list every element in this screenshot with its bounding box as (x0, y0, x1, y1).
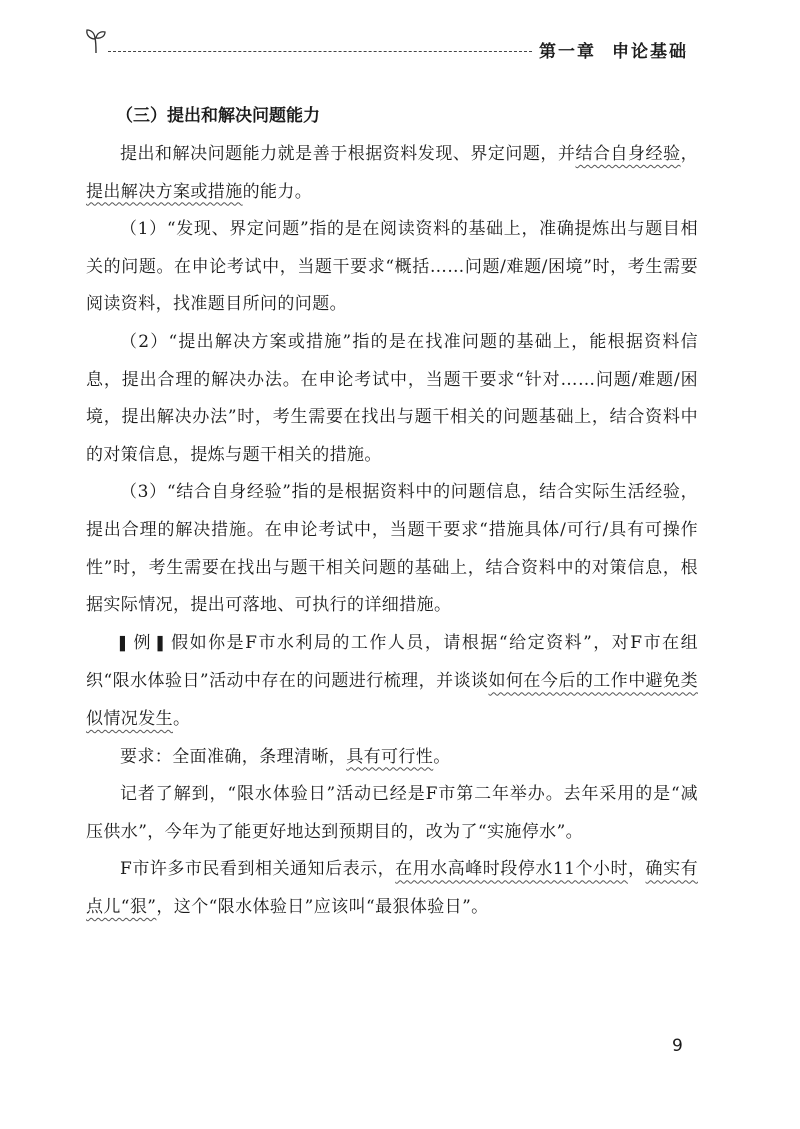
emphasis-text: 提出解决方案或措施 (86, 181, 243, 202)
page-body (86, 96, 698, 926)
text-span: 假如你是F市水利局的工作人员，请根据“给定资料”，对F市在组织“限水体验日”活动中存在的问题进行梳理，并谈谈 (86, 632, 698, 692)
text-span: 。 (433, 746, 451, 767)
example-label: 例 (132, 632, 153, 653)
text-span: 提出和解决问题能力就是善于根据资料发现、界定问题，并 (120, 144, 576, 164)
paragraph-1: （1）“发现、界定问题”指的是在阅读资料的基础上，准确提炼出与题目相关的问题。在申论考试中，当题干要求“概括……问题/难题/困境”时，考生需要阅读资料，找准题目所问的问题。 (86, 219, 698, 315)
chapter-heading (539, 37, 688, 62)
page-header (0, 0, 800, 70)
page-number: 9 (672, 1036, 683, 1056)
text-span: 的能力。 (242, 181, 313, 202)
paragraph-3: （3）“结合自身经验”指的是根据资料中的问题信息，结合实际生活经验，提出合理的解决措施。在申论考试中，当题干要求“措施具体/可行/具有可操作性”时，考生需要在找出与题干相关问题的基础上，结合资料中的对策信息，根据实际情况，提出可落地、可执行的详细措施。 (86, 482, 698, 616)
sprout-icon (84, 28, 108, 54)
example-paragraph (86, 625, 698, 739)
emphasis-text: 如何在今后的工作中避免类似情况发生 (86, 671, 698, 729)
intro-paragraph (86, 136, 698, 211)
text-span: F市许多市民看到相关通知后表示， (120, 859, 396, 880)
example-bracket-icon: ▌ (120, 636, 131, 652)
emphasis-text: 在用水高峰时段停水11个小时 (395, 859, 629, 880)
text-span: ，这个“限水体验日”应该叫“最狠体验日”。 (156, 896, 489, 917)
requirement-paragraph (86, 739, 698, 777)
emphasis-text: 确实有点儿“狠” (86, 859, 698, 917)
paragraph-4: 记者了解到，“限水体验日”活动已经是F市第二年举办。去年采用的是“减压供水”，今年为了能更好地达到预期目的，改为了“实施停水”。 (86, 784, 698, 842)
text-span: 要求：全面准确，条理清晰， (120, 746, 347, 767)
text-span: 。 (173, 708, 191, 729)
text-span: ， (680, 144, 698, 164)
emphasis-text: 具有可行性 (346, 746, 434, 767)
emphasis-text: 结合自身经验 (575, 144, 681, 164)
text-span: ， (628, 859, 646, 880)
header-rule (108, 51, 532, 52)
example-bracket-icon: ▌ (152, 636, 169, 652)
section-title: （三）提出和解决问题能力 (116, 106, 320, 126)
chapter-number: 第一章 (539, 42, 596, 62)
paragraph-5 (86, 851, 698, 926)
chapter-title: 申论基础 (612, 42, 688, 62)
paragraph-2: （2）“提出解决方案或措施”指的是在找准问题的基础上，能根据资料信息，提出合理的解决办法。在申论考试中，当题干要求“针对……问题/难题/困境，提出解决办法”时，考生需要在找出与题干相关的问题基础上，结合资料中的对策信息，提炼与题干相关的措施。 (86, 331, 698, 465)
